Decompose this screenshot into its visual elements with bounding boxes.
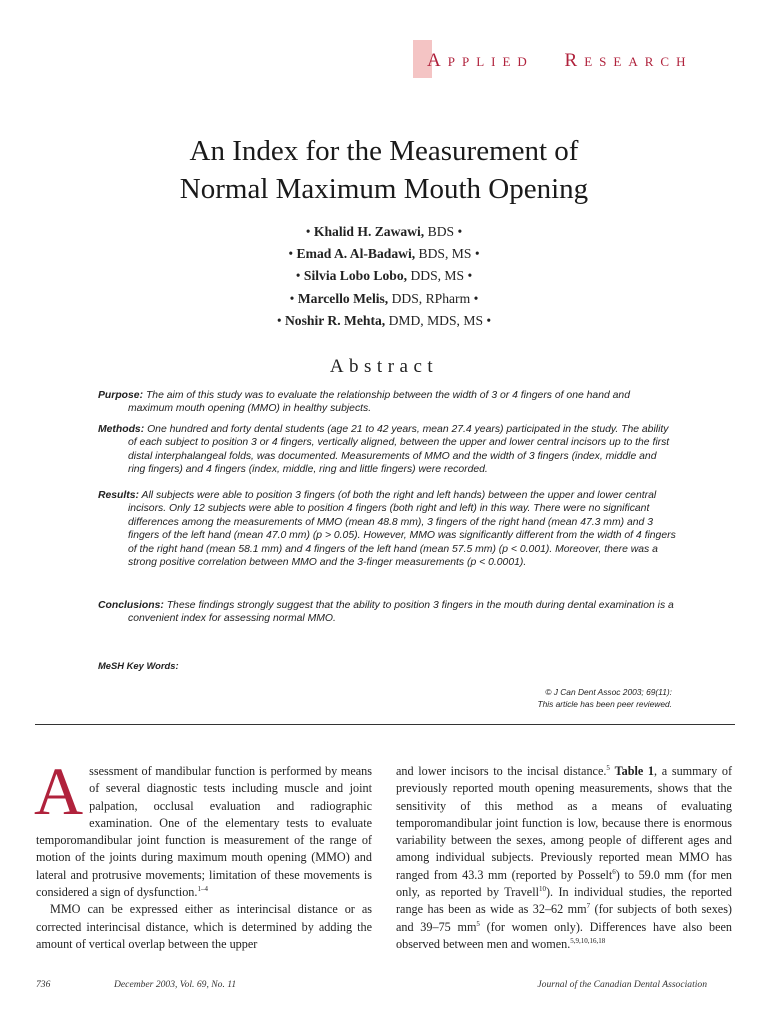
drop-cap: A <box>34 753 84 829</box>
author-name: Khalid H. Zawawi, <box>313 224 425 239</box>
abstract-heading: Abstract <box>329 356 439 377</box>
conclusions-text: These findings strongly suggest that the ability to position 3 fingers in the mouth during dental examination is a convenient index for assessing normal MMO. <box>128 600 674 625</box>
body-column-left <box>34 753 372 953</box>
purpose-text: The aim of this study was to evaluate the relationship between the width of 3 or 4 fingers of one hand and maximum mouth opening (MMO) in healthy subjects. <box>128 390 630 415</box>
author-name: Noshir R. Mehta, <box>284 312 386 328</box>
author-degrees: DDS, MS <box>410 268 465 284</box>
author-name: Marcello Melis, <box>297 290 389 306</box>
author-line: • Silvia Lobo Lobo, DDS, MS • <box>295 268 473 284</box>
results-text: All subjects were able to position 3 fingers (of both the right and left hands) between the upper and lower central incisors. Only 12 subjects were able to position 4 fingers (both right and left) in this way. There were no significant differences among the measurements of MMO (mean 48.8 mm), 3 fingers of the right hand (mean 47.3 mm) and 3 fingers of the left hand (mean 47.0 mm) (p > 0.05). However, MMO was significantly different from the width of 4 fingers of the right hand (mean 58.1 mm) and 4 fingers of the left hand (mean 57.5 mm) (p < 0.001). Moreover, there was a strong positive correlation between MMO and the 3-finger measurements (p < 0.0001). <box>128 490 676 569</box>
table-reference: Table 1 <box>614 764 655 778</box>
paragraph: and lower incisors to the incisal distance.$^5$ Table 1, a summary of previously reported mouth opening measurements, shows that the sensitivity of this method as a means of evaluating temporomandibular joint function is low, because there is enormous variability between the sexes, among people of different ages and among individual subjects. Previously reported mean MMO has ranged from 43.3 mm (reported by Posselt$^6$) to 59.0 mm (for men only, as reported by Travell$^{10}$). In individual studies, the reported range has been as wide as 32–62 $mm^7$ (for subjects of both sexes) and 39–75 $mm^5$ (for women only). Differences have also been observed between men and women.$^{5,9,10,16,18}$ <box>396 764 732 951</box>
journal-name: Journal of the Canadian Dental Association <box>537 979 707 990</box>
mesh-keywords-label: MeSH Key Words: <box>98 660 179 671</box>
author-line: • Emad A. Al-Badawi, BDS, MS • <box>288 246 480 262</box>
author-line: • Marcello Melis, DDS, RPharm • <box>289 290 479 306</box>
author-list <box>0 221 768 332</box>
title-line-1: An Index for the Measurement of <box>189 135 579 167</box>
author-degrees: BDS <box>427 224 455 239</box>
issue-date: December 2003, Vol. 69, No. 11 <box>114 979 237 990</box>
purpose-label: Purpose: <box>98 390 144 401</box>
author-name: Silvia Lobo Lobo, <box>303 268 408 284</box>
citation <box>380 686 672 710</box>
author-degrees: DDS, RPharm <box>391 290 471 306</box>
section-label: APPLIED RESEARCH <box>427 50 693 71</box>
section-tag <box>413 40 768 78</box>
paragraph: MMO can be expressed either as interincisal distance or as corrected interincisal distance, which is determined by adding the amount of vertical overlap between the upper <box>36 902 372 951</box>
author-degrees: BDS, MS <box>418 246 472 262</box>
citation-line-1: © J Can Dent Assoc 2003; 69(11): <box>545 687 672 697</box>
paragraph: Assessment of mandibular function is performed by means of several diagnostic tests including muscle and joint palpation, occlusal evaluation and radiographic examination. One of the elementary tests to evaluate temporomandibular joint function is measurement of the range of motion of the joints during maximum mouth opening (MMO) and lateral and protrusive movements; limitation of these movements is considered a sign of dysfunction.$^{1-4}$ <box>34 753 372 900</box>
results-label: Results: <box>98 490 139 501</box>
abstract-purpose <box>98 389 676 416</box>
author-line: • Noshir R. Mehta, DMD, MDS, MS • <box>276 312 492 328</box>
abstract-results <box>98 489 676 569</box>
author-name: Emad A. Al-Badawi, <box>296 246 416 262</box>
author-line: • Khalid H. Zawawi, BDS • <box>305 224 463 239</box>
page-number: 736 <box>36 979 51 990</box>
divider-rule <box>35 724 735 725</box>
abstract-methods <box>98 423 676 477</box>
citation-line-2: This article has been peer reviewed. <box>537 699 672 709</box>
body-column-right <box>396 763 732 953</box>
title-line-2: Normal Maximum Mouth Opening <box>179 173 589 205</box>
article-title <box>0 132 768 208</box>
methods-label: Methods: <box>98 424 145 435</box>
author-degrees: DMD, MDS, MS <box>388 312 484 328</box>
methods-text: One hundred and forty dental students (age 21 to 42 years, mean 27.4 years) participated in the study. The ability of each subject to position 3 or 4 fingers, vertically aligned, between the upper and lower central incisors up to the first distal interphalangeal folds, was documented. Measurements of MMO and the width of 3 fingers (index, middle and ring fingers) and 4 fingers (index, middle, ring and little fingers) were recorded. <box>128 424 670 476</box>
abstract-conclusions <box>98 599 676 626</box>
conclusions-label: Conclusions: <box>98 600 164 611</box>
